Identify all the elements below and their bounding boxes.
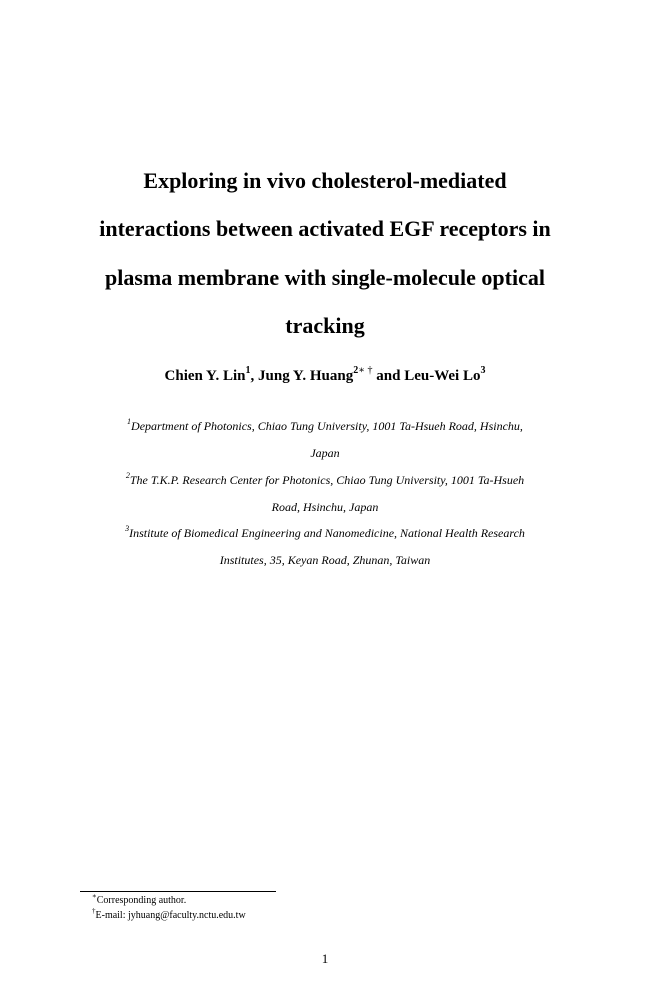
- author-name-3: Leu-Wei Lo: [404, 368, 481, 384]
- page-number: 1: [321, 951, 329, 966]
- footnote-email: [92, 906, 246, 921]
- affiliation-1-line-1: [40, 419, 610, 434]
- affiliation-2-line-1: [40, 473, 610, 488]
- affiliation-text: Institute of Biomedical Engineering and Nanomedicine, National Health Research: [129, 526, 525, 540]
- author-name-2: Jung Y. Huang: [258, 368, 354, 384]
- title-line-2: interactions between activated EGF receptors in: [99, 216, 551, 241]
- author-separator: and: [372, 368, 405, 384]
- author-separator: ,: [250, 368, 259, 384]
- footnote-text: E-mail: jyhuang@faculty.nctu.edu.tw: [95, 910, 246, 921]
- affiliation-text: The T.K.P. Research Center for Photonics, Chiao Tung University, 1001 Ta-Hsueh: [129, 473, 525, 487]
- footnote-corresponding: [92, 891, 187, 906]
- title-line-1: Exploring in vivo cholesterol-mediated: [143, 168, 507, 193]
- footnote-mark: ∗: [92, 891, 97, 900]
- author-list: [40, 365, 610, 385]
- affiliation-2-line-2: Road, Hsinchu, Japan: [271, 500, 379, 514]
- affiliation-number: 1: [127, 417, 132, 426]
- footnote-mark: †: [92, 906, 96, 915]
- affiliation-3-line-2: Institutes, 35, Keyan Road, Zhunan, Taiwan: [219, 553, 431, 567]
- footnote-rule: [80, 891, 276, 892]
- author-affiliation-3: 3: [480, 365, 486, 376]
- author-affiliation-2: 2: [353, 365, 359, 376]
- affiliation-3-line-1: [40, 526, 610, 541]
- affiliation-number: 3: [125, 524, 130, 533]
- author-affiliation-1: 1: [245, 365, 251, 376]
- affiliation-text: Department of Photonics, Chiao Tung University, 1001 Ta-Hsueh Road, Hsinchu,: [131, 419, 523, 433]
- title-line-3: plasma membrane with single-molecule optical: [105, 265, 545, 290]
- title-line-4: tracking: [285, 313, 365, 338]
- footnote-text: Corresponding author.: [96, 895, 187, 906]
- affiliation-1-line-2: Japan: [310, 446, 340, 460]
- corresponding-author-marks: ∗ †: [358, 365, 373, 376]
- affiliation-number: 2: [125, 471, 130, 480]
- author-name-1: Chien Y. Lin: [164, 368, 246, 384]
